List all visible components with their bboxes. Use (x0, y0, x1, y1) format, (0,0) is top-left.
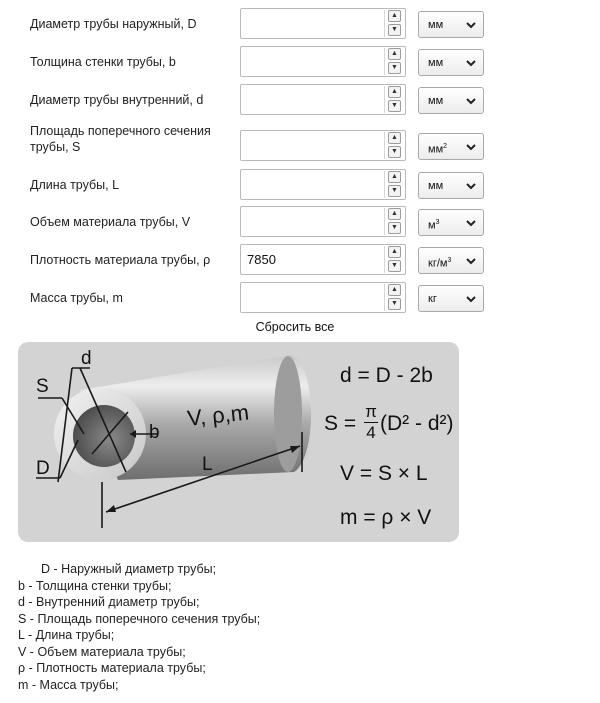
density-unit-select[interactable] (418, 247, 484, 274)
row-density (0, 244, 600, 278)
legend-item: ρ - Плотность материала трубы; (18, 661, 206, 675)
chevron-down-icon (465, 142, 477, 152)
label-body: V, ρ,m (186, 399, 251, 431)
mass-label: Масса трубы, m (30, 291, 123, 305)
volume-unit-select[interactable] (418, 209, 484, 236)
spin-down-icon[interactable]: ▼ (388, 146, 401, 158)
outer-diameter-spinner[interactable] (384, 10, 404, 37)
legend-item: m - Масса трубы; (18, 677, 119, 692)
label-D: D (36, 458, 50, 479)
label-d: d (81, 348, 92, 369)
spin-down-icon[interactable]: ▼ (388, 62, 401, 74)
row-inner-diameter (0, 84, 600, 118)
wall-thickness-spinner[interactable] (384, 48, 404, 75)
pipe-far-end (274, 356, 302, 472)
spin-down-icon[interactable]: ▼ (388, 100, 401, 112)
spin-down-icon[interactable]: ▼ (388, 260, 401, 272)
spin-down-icon[interactable]: ▼ (388, 298, 401, 310)
mass-unit-select[interactable] (418, 285, 484, 312)
row-cross-section-area (0, 124, 600, 164)
chevron-down-icon (465, 218, 477, 228)
spin-up-icon[interactable]: ▲ (388, 48, 401, 60)
spin-down-icon[interactable]: ▼ (388, 24, 401, 36)
spin-up-icon[interactable]: ▲ (388, 171, 401, 183)
cross-section-area-unit-select[interactable] (418, 133, 484, 160)
unit-superscript: 3 (447, 257, 452, 264)
formula-d: d = D - 2b (340, 364, 433, 387)
chevron-down-icon (465, 58, 477, 68)
unit-value: м (428, 219, 436, 232)
legend-item: b - Толщина стенки трубы; (18, 578, 172, 593)
legend (0, 561, 400, 693)
mass-spinner[interactable] (384, 284, 404, 311)
formula-V: V = S × L (340, 462, 428, 485)
chevron-down-icon (465, 20, 477, 30)
density-label: Плотность материала трубы, ρ (30, 253, 211, 267)
row-volume (0, 206, 600, 240)
volume-label: Объем материала трубы, V (30, 215, 191, 229)
length-unit-select[interactable] (418, 172, 484, 199)
unit-superscript: 2 (443, 143, 448, 150)
inner-diameter-label: Диаметр трубы внутренний, d (30, 93, 204, 107)
formula-S-right: (D² - d²) (380, 412, 454, 435)
unit-value: кг (428, 293, 437, 305)
formula-S-four: 4 (366, 423, 376, 442)
chevron-down-icon (465, 256, 477, 266)
label-S: S (36, 376, 49, 397)
unit-value: мм (428, 19, 444, 31)
row-mass (0, 282, 600, 316)
spin-up-icon[interactable]: ▲ (388, 86, 401, 98)
outer-diameter-unit-select[interactable] (418, 11, 484, 38)
unit-value: мм (428, 57, 444, 69)
wall-thickness-unit-select[interactable] (418, 49, 484, 76)
label-L: L (202, 454, 213, 475)
label-b: b (149, 422, 160, 443)
length-label: Длина трубы, L (30, 178, 120, 192)
spin-up-icon[interactable]: ▲ (388, 132, 401, 144)
chevron-down-icon (465, 96, 477, 106)
unit-value: кг/м (428, 257, 448, 270)
chevron-down-icon (465, 294, 477, 304)
unit-value: мм (428, 95, 444, 107)
unit-value: мм (428, 180, 444, 192)
unit-value: мм (428, 143, 444, 156)
wall-thickness-input[interactable] (240, 46, 406, 77)
row-outer-diameter (0, 8, 600, 42)
spin-up-icon[interactable]: ▲ (388, 208, 401, 220)
row-length (0, 169, 600, 203)
length-spinner[interactable] (384, 171, 404, 198)
density-input[interactable] (240, 244, 406, 275)
density-spinner[interactable] (384, 246, 404, 273)
legend-item: D - Наружный диаметр трубы; (41, 562, 217, 576)
cross-section-area-label: Площадь поперечного сечения трубы, S (30, 124, 211, 154)
formula-m: m = ρ × V (340, 506, 432, 529)
formula-S-left: S = (324, 412, 357, 435)
cross-section-area-spinner[interactable] (384, 132, 404, 159)
mass-input[interactable] (240, 282, 406, 313)
reset-all-button[interactable]: Сбросить все (255, 320, 335, 334)
spin-up-icon[interactable]: ▲ (388, 246, 401, 258)
outer-diameter-label: Диаметр трубы наружный, D (30, 17, 197, 31)
inner-diameter-unit-select[interactable] (418, 87, 484, 114)
inner-diameter-spinner[interactable] (384, 86, 404, 113)
spin-down-icon[interactable]: ▼ (388, 185, 401, 197)
unit-superscript: 3 (435, 219, 440, 226)
length-input[interactable] (240, 169, 406, 200)
spin-up-icon[interactable]: ▲ (388, 284, 401, 296)
spin-down-icon[interactable]: ▼ (388, 222, 401, 234)
legend-item: L - Длина трубы; (18, 628, 115, 642)
wall-thickness-label: Толщина стенки трубы, b (30, 55, 176, 69)
spin-up-icon[interactable]: ▲ (388, 10, 401, 22)
legend-item: d - Внутренний диаметр трубы; (18, 595, 200, 609)
volume-input[interactable] (240, 206, 406, 237)
formula-S-pi: π (365, 402, 377, 421)
pipe-diagram (18, 342, 459, 542)
row-wall-thickness (0, 46, 600, 80)
legend-item: S - Площадь поперечного сечения трубы; (18, 611, 261, 626)
formula-S-fraction (364, 402, 378, 443)
cross-section-area-input[interactable] (240, 130, 406, 161)
chevron-down-icon (465, 181, 477, 191)
legend-item: V - Объем материала трубы; (18, 644, 186, 659)
volume-spinner[interactable] (384, 208, 404, 235)
outer-diameter-input[interactable] (240, 8, 406, 39)
inner-diameter-input[interactable] (240, 84, 406, 115)
